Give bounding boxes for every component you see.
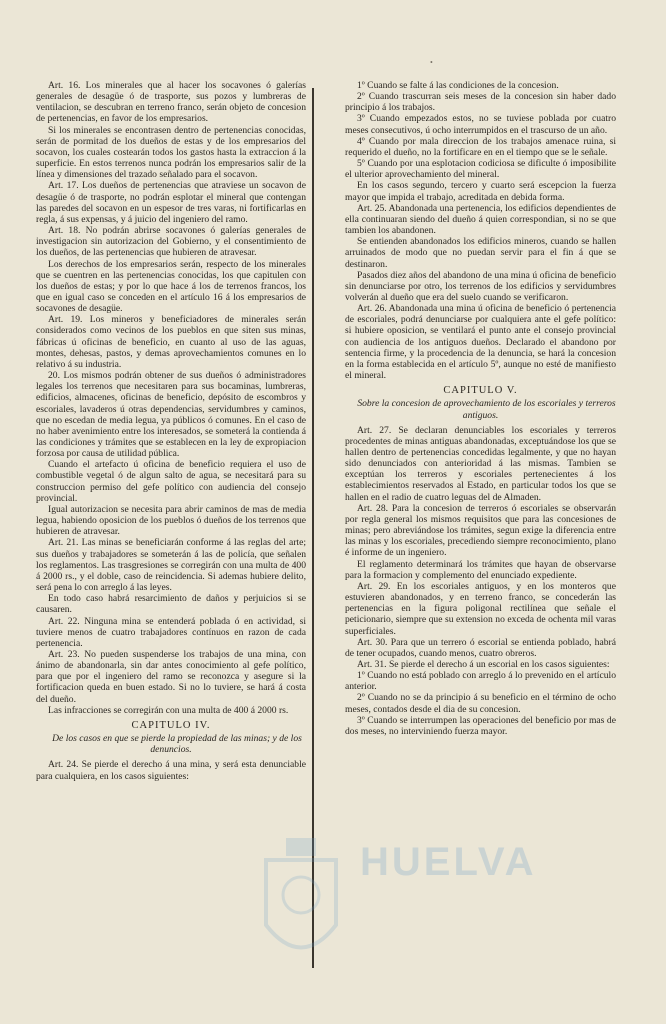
paragraph: 2º Cuando no se da principio á su beneficio en el término de ocho meses, contados desde el dia de su concesion. [345,692,616,715]
paragraph: Art. 17. Los dueños de pertenencias que atraviese un socavon de desagüe ó de trasporte, no podrán esplotar el mineral que contengan las paredes del socavon en un espesor de tres varas, ni fortificarlas en regla, á sus expensas, y á juicio del ingeniero del ramo. [36,180,306,225]
paragraph: Art. 21. Las minas se beneficiarán conforme á las reglas del arte; sus dueños y trabajadores se someterán á las de policía, que señalen los reglamentos. Las trasgresiones se corregirán con una multa de 400 á 2000 rs., y el doble, caso de reincidencia. Si ademas hubiere delito, será pena lo con arreglo á las leyes. [36,537,306,594]
page-mark: • [430,58,433,67]
right-column [345,80,616,737]
paragraph: Cuando el artefacto ú oficina de beneficio requiera el uso de combustible vegetal ó de algun salto de agua, se necesitará para su construccion permiso del gefe político con audiencia del consejo provincial. [36,459,306,504]
paragraph: Se entienden abandonados los edificios mineros, cuando se hallen arruinados de modo que no puedan servir para el fin á que se destinaron. [345,236,616,270]
paragraph: 4º Cuando por mala direccion de los trabajos amenace ruina, si requerido el dueño, no la fortificare en en el tiempo que se le señale. [345,135,616,158]
chapter-5-subtitle: Sobre la concesion de aprovechamiento de los escoriales y terreros antiguos. [357,398,616,421]
paragraph: En todo caso habrá resarcimiento de daños y perjuicios si se causaren. [36,593,306,616]
paragraph: Art. 27. Se declaran denunciables los escoriales y terreros procedentes de minas antiguas abandonadas, exceptuándose los que se hallen dentro de pertenencias concedidas legalmente, y que no hayan sido denunciados con anterioridad á las mismas. Tambien se exceptúan los terreros y escoriales pertenecientes á los establecimientos reservados al Estado, en particular todos los que se hallen en el radio de cuatro leguas del de Almaden. [345,424,616,503]
paragraph: Pasados diez años del abandono de una mina ú oficina de beneficio sin denunciarse por otro, los terrenos de los edificios y servidumbres volverán al dueño que era del suelo cuando se verificaron. [345,269,616,303]
chapter-4-heading: CAPITULO IV. [131,719,211,731]
paragraph: Art. 22. Ninguna mina se entenderá poblada ó en actividad, si tuviere menos de cuatro trabajadores contínuos en razon de cada pertenencia. [36,615,306,649]
paragraph: Si los minerales se encontrasen dentro de pertenencias conocidas, serán de pormitad de los dueños de estas y de los empresarios del socavon, los cuales costearán todos los gastos hasta la extraccion á la superficie. En estos terrenos nunca podrán los empresarios salir de la línea y dimensiones del trazado señalado para el socavon. [36,124,306,181]
paragraph: Art. 31. Se pierde el derecho á un escorial en los casos siguientes: [357,658,610,670]
paragraph: Art. 28. Para la concesion de terreros ó escoriales se observarán por regla general los mismos requisitos que para las concesiones de minas; pero abreviándose los trámites, segun exige la diferencia entre las minas y los escoriales, precediendo siempre reconocimiento, plano é informe de un ingeniero. [345,502,616,559]
paragraph: Art. 25. Abandonada una pertenencia, los edificios dependientes de ella continuaran siendo del dueño á quien correspondian, si no se que tambien los abandonen. [345,202,616,237]
paragraph: 1º Cuando se falte á las condiciones de la concesion. [357,80,559,91]
paragraph: Las infracciones se corregirán con una multa de 400 á 2000 rs. [48,704,289,716]
paragraph: Los derechos de los empresarios serán, respecto de los minerales que se cuentren en las pertenencias conocidas, los que capitulen con los dueños de estas; y por lo que hace á los de terrenos francos, los que en igual caso se conceden en el artículo 16 á los empresarios de socavones de desagüe. [36,258,306,315]
paragraph: Art. 24. Se pierde el derecho á una mina, y será esta denunciable para cualquiera, en los casos siguientes: [36,759,306,782]
left-column [36,80,306,782]
paragraph: 3º Cuando empezados estos, no se tuviese poblada por cuatro meses consecutivos, ú ocho interrumpidos en el trascurso de un año. [345,113,616,136]
paragraph: 3º Cuando se interrumpen las operaciones del beneficio por mas de dos meses, no interviniendo fuerza mayor. [345,714,616,737]
paragraph: Art. 30. Para que un terrero ó escorial se entienda poblado, habrá de tener ocupados, cuando menos, cuatro obreros. [345,636,616,659]
paragraph: Art. 23. No pueden suspenderse los trabajos de una mina, con ánimo de abandonarla, sin dar antes conocimiento al gefe político, para que por el ingeniero del ramo se reconozca y asegure si la fortificacion queda en buen estado. Si no lo tuviere, se hará á costa del dueño. [36,648,306,705]
paragraph: El reglamento determinará los trámites que hayan de observarse para la formacion y complemento del enunciado expediente. [345,558,616,581]
paragraph: Igual autorizacion se necesita para abrir caminos de mas de media legua, habiendo oposicion de los pueblos ó dueños de los terrenos que hubieren de atravesar. [36,503,306,538]
paragraph: Art. 18. No podrán abrirse socavones ó galerías generales de investigacion sin autorizacion del Gobierno, y el consentimiento de los dueños, de las pertenencias que hubieren de atravesar. [36,225,306,259]
paragraph: Art. 16. Los minerales que al hacer los socavones ó galerías generales de desagüe ó de trasporte, sus pozos y lumbreras de ventilacion, se descubran en terreno franco, serán objeto de concesion de pertenencias, en favor de los empresarios. [36,80,306,125]
crest-watermark-icon [256,830,346,980]
archive-watermark: HUELVA [360,840,537,884]
paragraph: 2º Cuando trascurran seis meses de la concesion sin haber dado principio á los trabajos. [345,91,616,114]
chapter-5-heading: CAPITULO V. [443,385,518,397]
paragraph: 20. Los mismos podrán obtener de sus dueños ó administradores legales los terrenos que necesitaren para sus bocaminas, lumbreras, edificios, almacenes, oficinas de beneficio, depósito de escombros y escoriales, lavaderos ú otras dependencias, servidumbres y caminos, que no escedan de media legua, ya públicos ó comunes. En el caso de no haber avenimiento entre los interesados, se someterá la contienda á las condiciones y trámites que se establecen en la ley de expropiacion forzosa por causa de utilidad pública. [36,370,306,460]
paragraph: 1º Cuando no está poblado con arreglo á lo prevenido en el artículo anterior. [345,670,616,693]
paragraph: 5º Cuando por una esplotacion codiciosa se dificulte ó imposibilite el ulterior aprovechamiento del mineral. [345,158,616,181]
chapter-4-subtitle: De los casos en que se pierde la propiedad de las minas; y de los denuncios. [52,733,302,756]
paragraph: Art. 29. En los escoriales antiguos, y en los monteros que estuvieren abandonados, y en terreno franco, se concederán las pertenencias en la figura poligonal rectilínea que señale el peticionario, siempre que su extension no exceda de ochenta mil varas superficiales. [345,580,616,637]
paragraph: En los casos segundo, tercero y cuarto será escepcion la fuerza mayor que impida el trabajo, acreditada en debida forma. [345,180,616,203]
paragraph: Art. 19. Los mineros y beneficiadores de minerales serán considerados como vecinos de los pueblos en que siten sus minas, fábricas ú oficinas de beneficio, en cuanto al uso de las aguas, montes, dehesas, pastos, y demas aprovechamientos comunes en lo relativo á su industria. [36,314,306,370]
paragraph: Art. 26. Abandonada una mina ú oficina de beneficio ó pertenencia de escoriales, podrá denunciarse por cualquiera ante el gefe político: si hubiere oposicion, se ventilará el punto ante el consejo provincial con audiencia de los antiguos dueños. Declarado el abandono por sentencia firme, y la procedencia de la denuncia, se hará la concesion en la forma establecida en el artículo 5º, aunque no esté de manifiesto el mineral. [345,303,616,382]
